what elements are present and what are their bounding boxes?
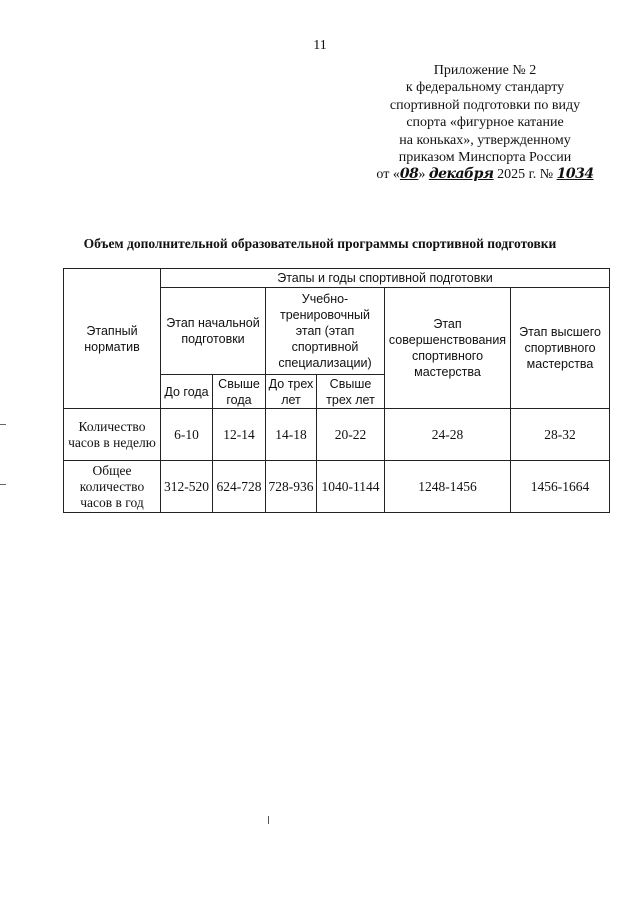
date-year: 2025 г. № [497, 167, 554, 183]
header-stage-training: Учебно-тренировочный этап (этап спортивной специализации) [266, 288, 385, 375]
subheader-over-three-years: Свыше трех лет [317, 375, 385, 409]
appendix-line-2: к федеральному стандарту [405, 80, 565, 96]
appendix-block [360, 62, 610, 184]
table-cell: 728-936 [266, 461, 317, 513]
row-label-hours-per-year: Общее количество часов в год [64, 461, 161, 513]
table-cell: 20-22 [317, 409, 385, 461]
page-number: 11 [313, 38, 327, 53]
handwritten-order-number: 1034 [556, 166, 594, 183]
header-stage-improvement: Этап совершенствования спортивного мастерства [385, 288, 511, 409]
appendix-line-6: приказом Минспорта России [398, 150, 572, 166]
table-cell: 1040-1144 [317, 461, 385, 513]
program-volume-table [63, 268, 610, 513]
scan-edge-mark [0, 484, 6, 485]
header-stage-initial: Этап начальной подготовки [161, 288, 266, 375]
appendix-line-3: спортивной подготовки по виду [389, 97, 581, 113]
appendix-line-4: спорта «фигурное катание [406, 115, 564, 131]
table-row [64, 409, 610, 461]
header-normative: Этапный норматив [64, 269, 161, 409]
table-cell: 1248-1456 [385, 461, 511, 513]
scan-stray-mark [268, 816, 269, 824]
table-cell: 312-520 [161, 461, 213, 513]
table-cell: 24-28 [385, 409, 511, 461]
table-cell: 6-10 [161, 409, 213, 461]
table-cell: 12-14 [213, 409, 266, 461]
header-stages: Этапы и годы спортивной подготовки [161, 269, 610, 288]
table-cell: 624-728 [213, 461, 266, 513]
handwritten-day: 08 [399, 166, 419, 183]
handwritten-month: декабря [428, 166, 494, 183]
appendix-line-5: на коньках», утвержденному [399, 132, 571, 148]
table-row [64, 461, 610, 513]
subheader-up-to-year: До года [161, 375, 213, 409]
order-date-line [360, 166, 610, 183]
table-cell: 28-32 [511, 409, 610, 461]
scan-edge-mark [0, 424, 6, 425]
subheader-up-to-three-years: До трех лет [266, 375, 317, 409]
document-title: Объем дополнительной образовательной программы спортивной подготовки [83, 236, 557, 251]
date-prefix: от « [376, 167, 400, 183]
table-cell: 1456-1664 [511, 461, 610, 513]
row-label-hours-per-week: Количество часов в неделю [64, 409, 161, 461]
header-stage-highest: Этап высшего спортивного мастерства [511, 288, 610, 409]
appendix-line-1: Приложение № 2 [433, 63, 537, 78]
table-cell: 14-18 [266, 409, 317, 461]
date-mid: » [418, 167, 426, 183]
subheader-over-year: Свыше года [213, 375, 266, 409]
